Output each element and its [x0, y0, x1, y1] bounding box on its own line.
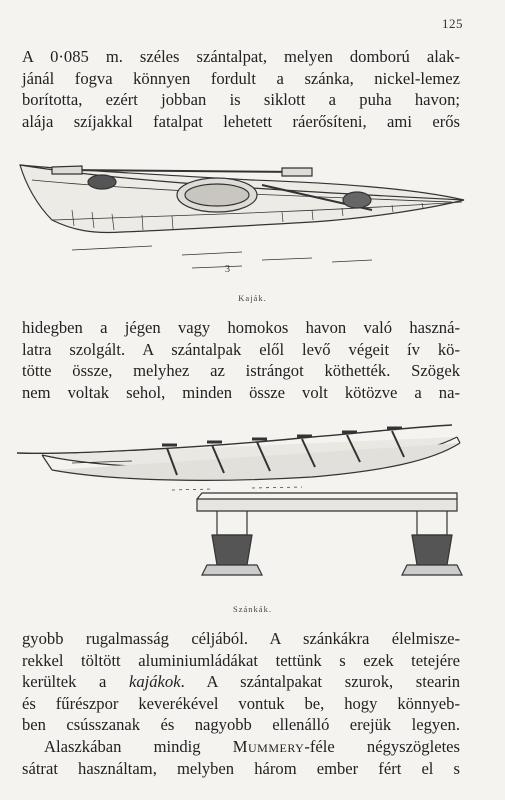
kayak-illustration — [12, 150, 472, 290]
paragraph-1 — [22, 46, 460, 132]
sled-illustration — [12, 415, 472, 600]
text-line: jánál fogva könnyen fordult a szánka, nickel-lemez — [22, 68, 460, 88]
text-line: tötte össze, melyhez az istrángot köthették. Szögek — [22, 361, 460, 381]
text-fragment: kerültek a — [22, 672, 129, 692]
text-line: sátrat használtam, melyben három ember fért el s — [22, 758, 460, 778]
text-fragment: Alaszkában mindig — [44, 736, 233, 756]
text-fragment: . A szántalpakat szurok, stearin — [180, 672, 460, 692]
text-line: rekkel töltött aluminiumládákat tettünk s ezek tetejére — [22, 650, 460, 670]
text-line — [22, 671, 460, 693]
text-line: A 0·085 m. széles szántalpat, melyen domború alak- — [22, 47, 460, 66]
page-number: 125 — [442, 16, 463, 31]
svg-text:3: 3 — [225, 264, 230, 275]
text-fragment: -féle négyszögletes — [304, 736, 460, 756]
figure-2-caption: Szánkák. — [233, 604, 272, 614]
paragraph-3 — [22, 628, 460, 779]
text-line — [22, 736, 460, 758]
text-line: gyobb rugalmasság céljából. A szánkákra élelmisze- — [22, 629, 460, 648]
figure-1-caption: Kaják. — [238, 293, 267, 303]
text-line: alája szíjakkal fatalpat lehetett ráerősíteni, ami erős — [22, 111, 460, 131]
text-line: ben csússzanak és nagyobb ellenálló erejük legyen. — [22, 715, 460, 735]
text-line: hidegben a jégen vagy homokos havon való haszná- — [22, 318, 460, 337]
italic-term: kajákok — [128, 672, 181, 692]
text-line: latra szolgált. A szántalpak elől levő végeit ív kö- — [22, 339, 460, 359]
person-name: Mummery — [232, 736, 305, 756]
text-line: és fűrészpor keverékével vontuk be, hogy könnyeb- — [22, 693, 460, 713]
text-line: nem voltak sehol, minden össze volt kötözve a na- — [22, 382, 460, 402]
text-line: borította, ezért jobban is siklott a puha havon; — [22, 90, 460, 110]
paragraph-2 — [22, 317, 460, 403]
